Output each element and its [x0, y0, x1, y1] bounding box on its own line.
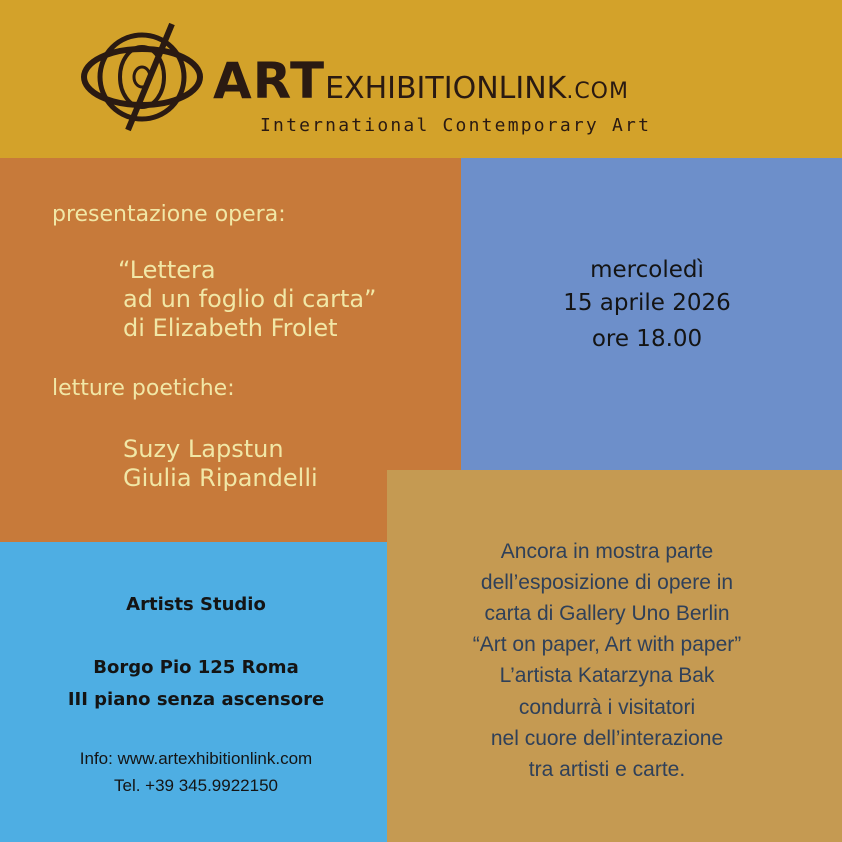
readings-heading: letture poetiche:	[52, 376, 235, 401]
tagline: International Contemporary Art	[260, 115, 652, 136]
brand-art: ART	[213, 52, 326, 110]
date-panel	[461, 158, 842, 470]
artexhibitionlink-logo-icon	[80, 22, 210, 132]
venue-name: Artists Studio	[126, 594, 266, 615]
presentation-heading: presentazione opera:	[52, 202, 286, 227]
work-title-line1: “Lettera	[118, 256, 216, 284]
event-date: 15 aprile 2026	[563, 290, 731, 316]
event-weekday: mercoledì	[590, 257, 704, 283]
venue-info-link[interactable]: Info: www.artexhibitionlink.com	[79, 749, 313, 768]
exhibition-line: carta di Gallery Uno Berlin	[484, 602, 730, 625]
event-time: ore 18.00	[591, 326, 703, 352]
brand-link: LINK	[498, 71, 567, 106]
exhibition-line: nel cuore dell’interazione	[490, 727, 724, 750]
exhibition-panel	[387, 470, 842, 842]
reader-name: Giulia Ripandelli	[123, 464, 318, 492]
reader-name: Suzy Lapstun	[123, 435, 284, 463]
brand-wordmark[interactable]	[213, 52, 629, 110]
venue-address: Borgo Pio 125 Roma	[93, 657, 299, 678]
exhibition-line: L’artista Katarzyna Bak	[499, 664, 715, 687]
header-band	[0, 0, 842, 158]
venue-floor: III piano senza ascensore	[67, 689, 325, 710]
brand-exhibition: EXHIBITION	[325, 71, 499, 106]
brand-com: .COM	[566, 79, 629, 104]
work-title-line2: ad un foglio di carta”	[123, 285, 377, 313]
venue-phone[interactable]: Tel. +39 345.9922150	[113, 776, 278, 795]
exhibition-line: dell’esposizione di opere in	[480, 571, 734, 594]
venue-panel	[0, 542, 387, 842]
exhibition-line: condurrà i visitatori	[518, 696, 696, 719]
work-author: di Elizabeth Frolet	[123, 314, 338, 342]
exhibition-line: “Art on paper, Art with paper”	[472, 633, 742, 656]
exhibition-line: Ancora in mostra parte	[500, 540, 714, 563]
exhibition-line: tra artisti e carte.	[528, 758, 686, 781]
